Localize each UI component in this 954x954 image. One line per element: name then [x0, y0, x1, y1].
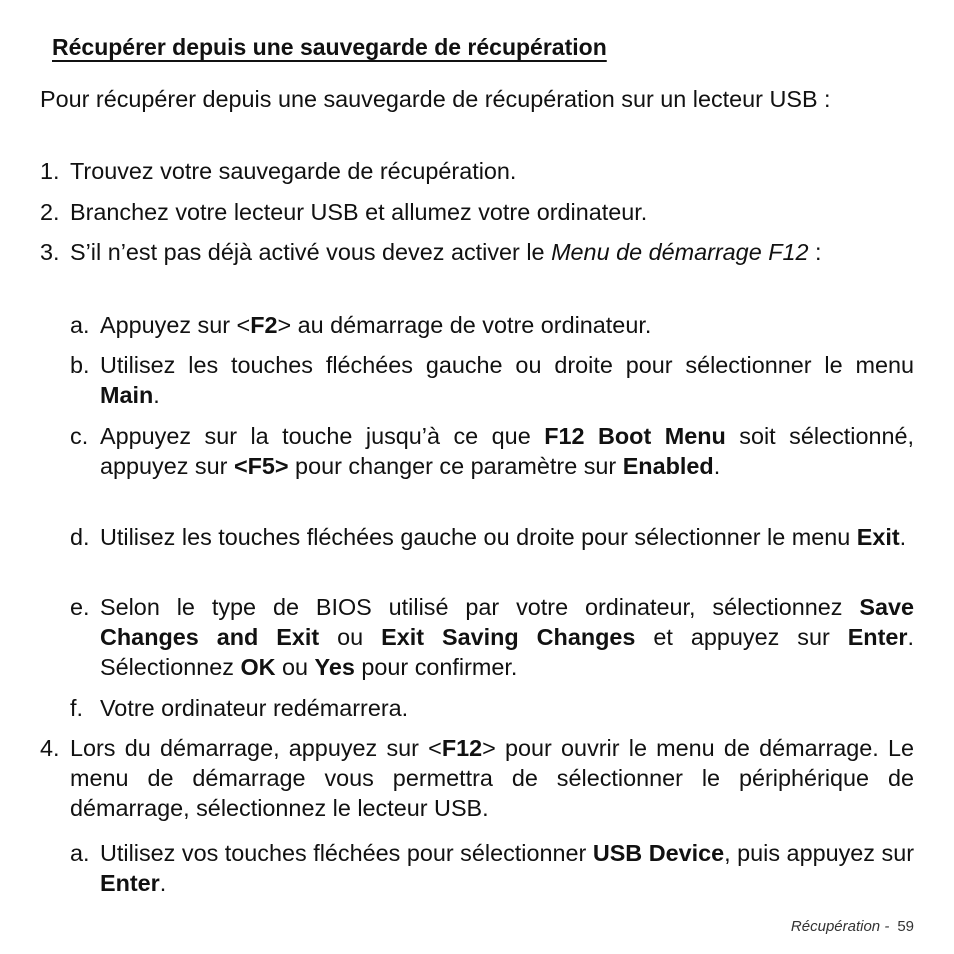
list-marker: d.: [70, 524, 90, 550]
list-item-text: [100, 838, 914, 898]
device-name: USB Device: [592, 840, 725, 866]
list-item-text: Trouvez votre sauvegarde de récupération.: [70, 158, 517, 184]
footer-section: Récupération -: [790, 918, 890, 935]
text-run: :: [808, 239, 822, 265]
option-name: OK: [240, 654, 276, 680]
text-run: .: [713, 453, 721, 479]
list-item-text: [70, 733, 914, 823]
list-item-text: Votre ordinateur redémarrera.: [100, 695, 409, 721]
text-run: soit sélectionné, appuyez sur: [100, 423, 914, 479]
intro-paragraph: Pour récupérer depuis une sauvegarde de récupération sur un lecteur USB :: [40, 86, 831, 112]
text-run: , puis appuyez sur: [724, 840, 914, 866]
list-marker: 4.: [40, 735, 60, 761]
text-run: ou: [319, 624, 382, 650]
list-marker: 2.: [40, 199, 60, 225]
page-footer: [791, 918, 914, 935]
section-heading: Récupérer depuis une sauvegarde de récupération: [52, 34, 607, 60]
list-item-text: [70, 237, 914, 267]
text-run: .: [153, 382, 160, 408]
list-marker: 1.: [40, 158, 60, 184]
list-item-text: [100, 350, 914, 410]
key-name: Enter: [847, 624, 908, 650]
text-run: Lors du démarrage, appuyez sur <: [70, 735, 442, 761]
setting-name: F12 Boot Menu: [544, 423, 726, 449]
text-run: > au démarrage de votre ordinateur.: [277, 312, 652, 338]
text-run: pour changer ce paramètre sur: [288, 453, 623, 479]
list-item-text: [100, 310, 914, 340]
menu-name: Main: [100, 382, 154, 408]
list-item-text: [100, 421, 914, 481]
text-run: Selon le type de BIOS utilisé par votre ordinateur, sélectionnez: [100, 594, 860, 620]
list-item-text: Branchez votre lecteur USB et allumez votre ordinateur.: [70, 199, 648, 225]
text-run: Utilisez vos touches fléchées pour sélectionner: [100, 840, 593, 866]
text-run: .: [899, 524, 907, 550]
list-marker: b.: [70, 352, 90, 378]
setting-value: Enabled: [622, 453, 714, 479]
list-marker: f.: [70, 695, 83, 721]
option-name: Yes: [314, 654, 355, 680]
text-run: ou: [275, 654, 315, 680]
text-run: Appuyez sur la touche jusqu’à ce que: [100, 423, 545, 449]
key-name: <F5>: [233, 453, 289, 479]
text-run: . Sélectionnez: [100, 624, 914, 680]
list-marker: a.: [70, 840, 90, 866]
list-item-text: [100, 592, 914, 682]
key-name: Enter: [100, 870, 160, 896]
menu-name-emphasis: Menu de démarrage F12: [551, 239, 809, 265]
text-run: > pour ouvrir le menu de démarrage. Le menu de démarrage vous permettra de sélectionner le périphérique de démarrage, sélectionnez le lecteur USB.: [70, 735, 915, 821]
list-marker: a.: [70, 312, 90, 338]
text-run: Utilisez les touches fléchées gauche ou droite pour sélectionner le menu: [100, 524, 857, 550]
key-name: F12: [441, 735, 483, 761]
list-marker: 3.: [40, 239, 60, 265]
text-run: et appuyez sur: [635, 624, 848, 650]
list-marker: c.: [70, 423, 89, 449]
option-name: Exit Saving Changes: [381, 624, 636, 650]
list-item-text: [100, 522, 914, 552]
text-run: Appuyez sur <: [100, 312, 251, 338]
option-name: Save Changes and Exit: [100, 594, 914, 650]
menu-name: Exit: [856, 524, 900, 550]
text-run: S’il n’est pas déjà activé vous devez activer le: [70, 239, 552, 265]
text-run: .: [159, 870, 167, 896]
text-run: Utilisez les touches fléchées gauche ou droite pour sélectionner le menu: [100, 352, 914, 378]
key-name: F2: [250, 312, 278, 338]
list-marker: e.: [70, 594, 90, 620]
text-run: pour confirmer.: [354, 654, 518, 680]
page-number: 59: [897, 918, 914, 935]
